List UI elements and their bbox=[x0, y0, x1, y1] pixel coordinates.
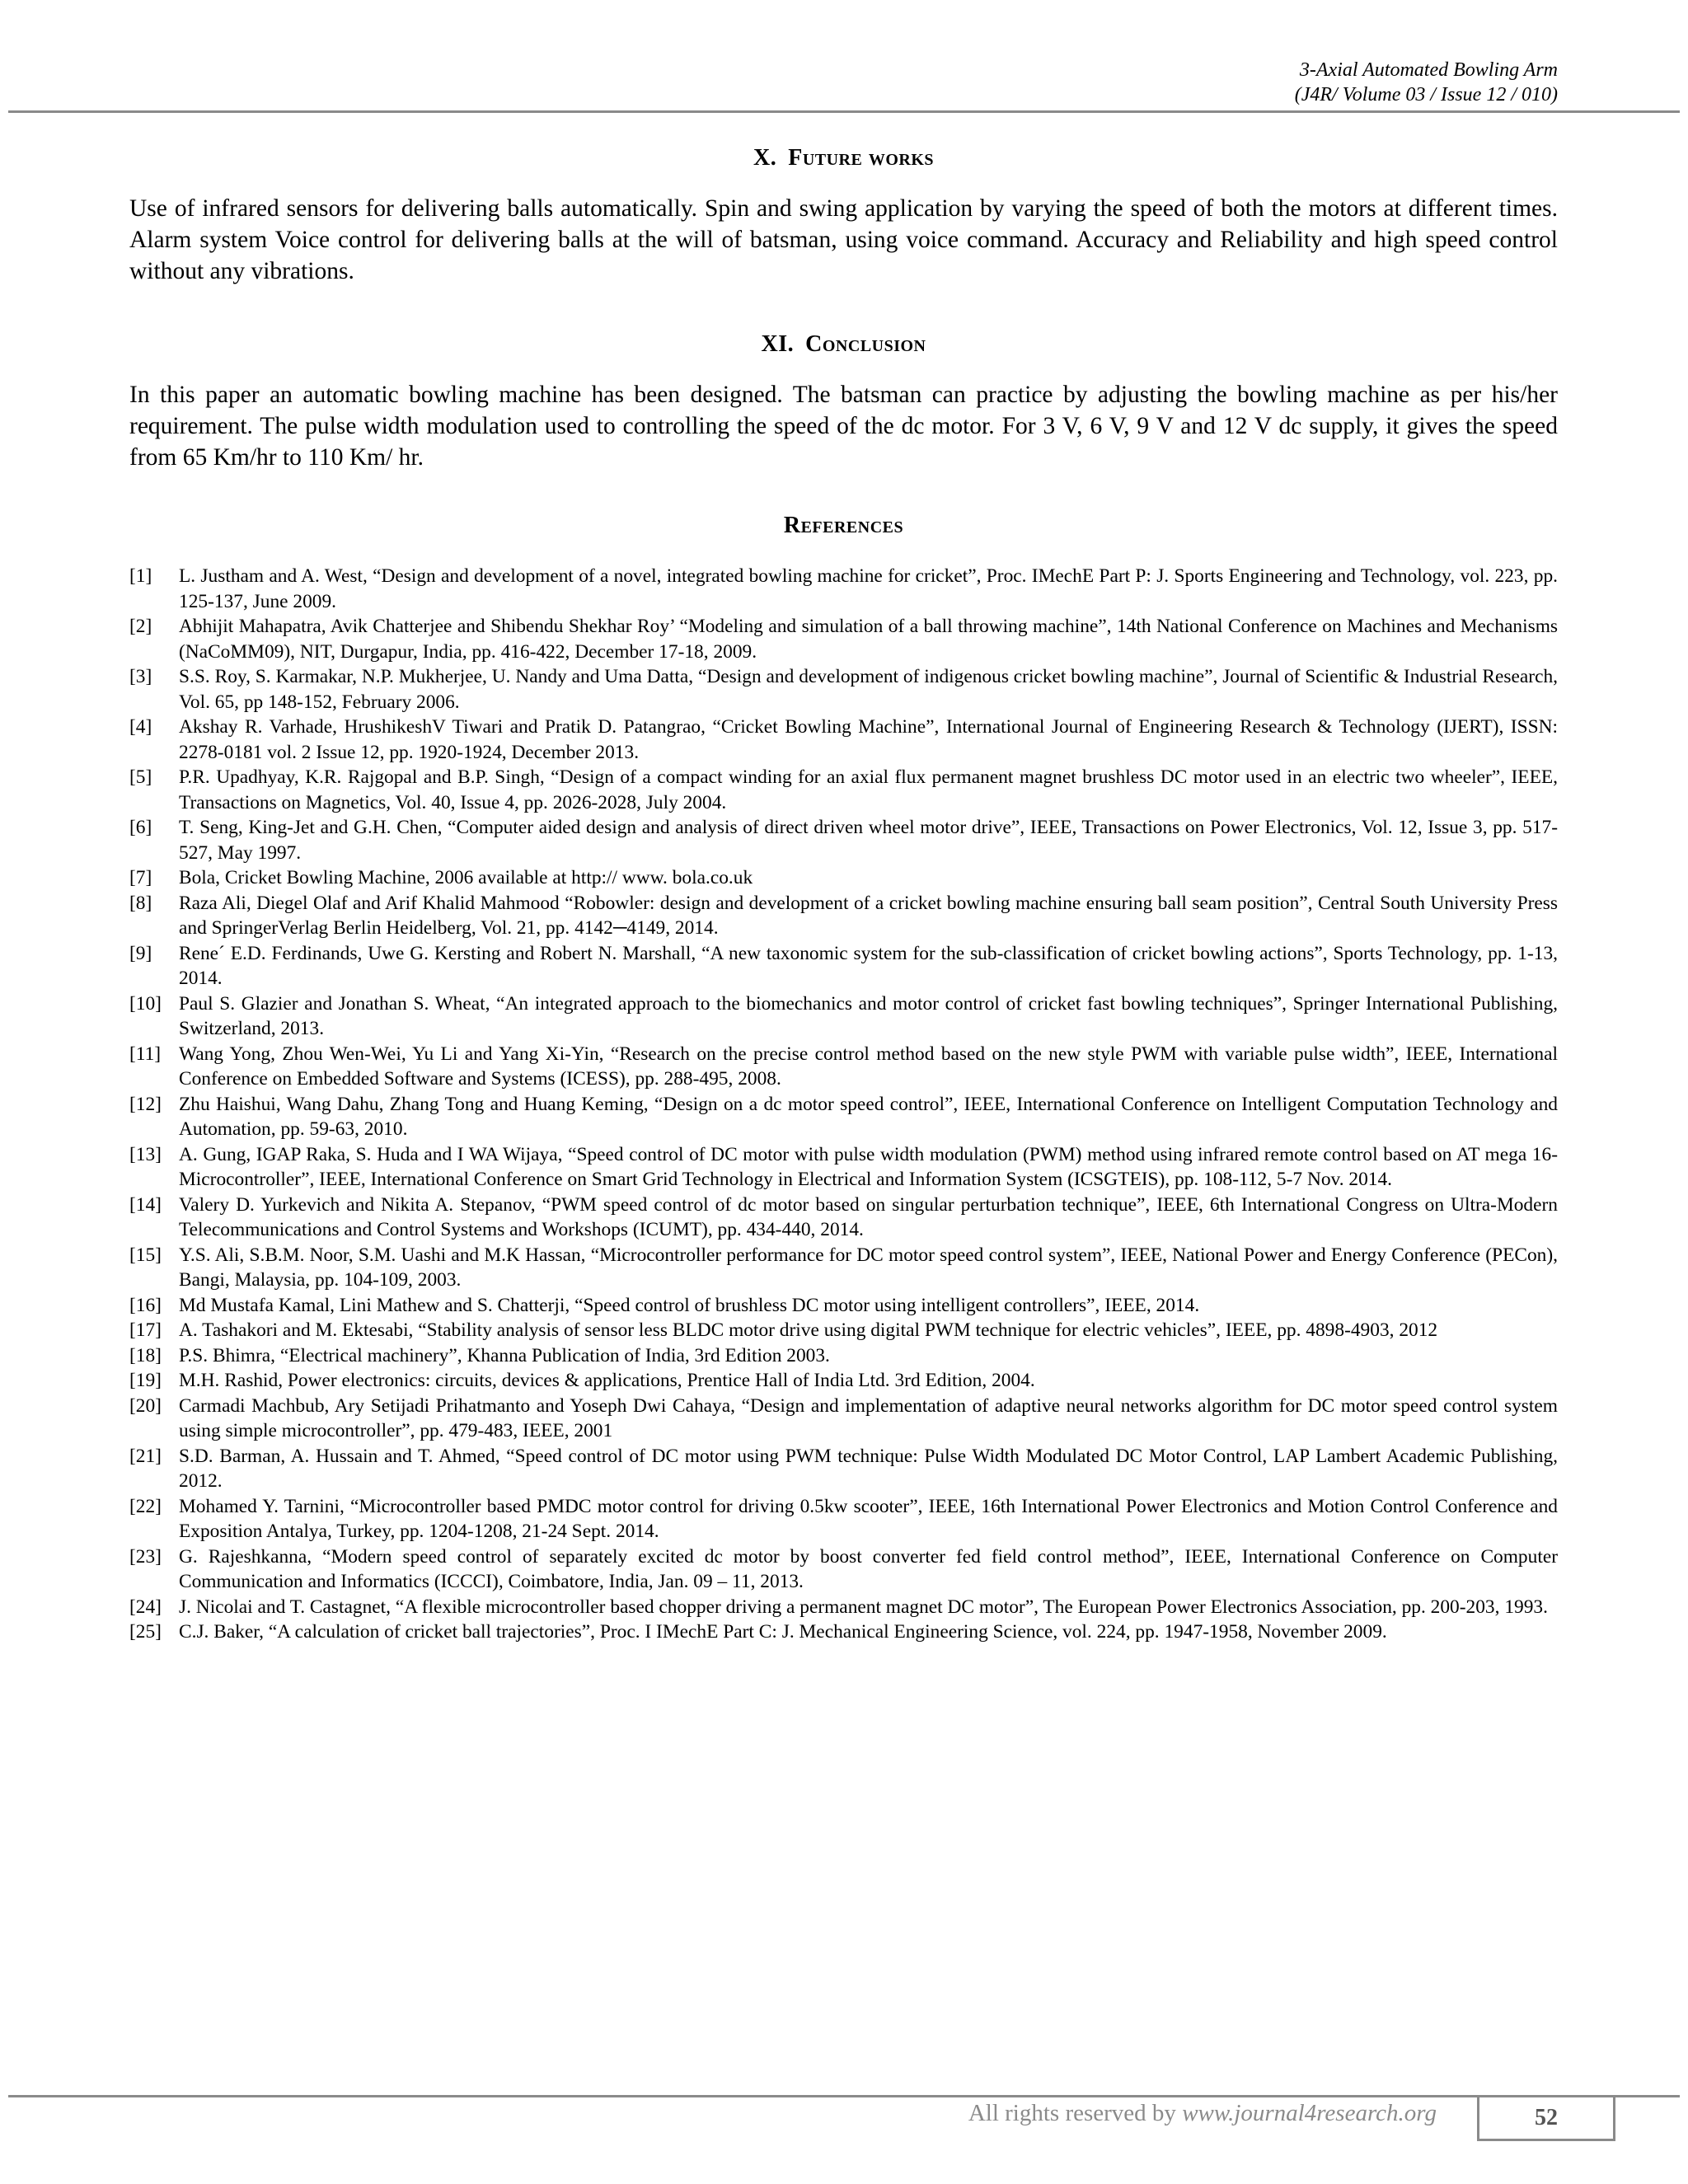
page-body bbox=[129, 142, 1558, 1645]
reference-item bbox=[129, 1595, 1558, 1620]
reference-item bbox=[129, 865, 1558, 891]
reference-number: [7] bbox=[129, 867, 152, 888]
reference-text: P.S. Bhimra, “Electrical machinery”, Khanna Publication of India, 3rd Edition 2003. bbox=[179, 1344, 830, 1366]
footer-rights-text: All rights reserved by bbox=[968, 2100, 1176, 2126]
reference-number: [20] bbox=[129, 1394, 162, 1417]
reference-text: Wang Yong, Zhou Wen-Wei, Yu Li and Yang Xi-Yin, “Research on the precise control method based on the new style PWM with variable pulse width”, IEEE, International Conference on Embedded Software and Systems (ICESS), pp. 288-495, 2008. bbox=[179, 1043, 1558, 1090]
reference-text: M.H. Rashid, Power electronics: circuits, devices & applications, Prentice Hall of India Ltd. 3rd Edition, 2004. bbox=[179, 1370, 1035, 1391]
section-heading-conclusion bbox=[129, 328, 1558, 361]
reference-item bbox=[129, 715, 1558, 765]
reference-number: [21] bbox=[129, 1445, 162, 1467]
reference-item bbox=[129, 1293, 1558, 1319]
reference-text: T. Seng, King-Jet and G.H. Chen, “Computer aided design and analysis of direct driven wheel motor drive”, IEEE, Transactions on Power Electronics, Vol. 12, Issue 3, pp. 517-527, May 1997. bbox=[179, 817, 1558, 864]
reference-number: [16] bbox=[129, 1294, 162, 1316]
reference-item bbox=[129, 1193, 1558, 1243]
reference-number: [1] bbox=[129, 565, 152, 587]
reference-item bbox=[129, 991, 1558, 1042]
reference-item bbox=[129, 1444, 1558, 1494]
reference-number: [9] bbox=[129, 942, 152, 964]
reference-item bbox=[129, 891, 1558, 941]
reference-item bbox=[129, 1544, 1558, 1595]
reference-number: [4] bbox=[129, 716, 152, 738]
reference-item bbox=[129, 1494, 1558, 1544]
reference-number: [15] bbox=[129, 1244, 162, 1266]
reference-item bbox=[129, 1142, 1558, 1193]
reference-number: [8] bbox=[129, 892, 152, 914]
references-heading: References bbox=[783, 513, 904, 538]
reference-number: [2] bbox=[129, 616, 152, 637]
section-number: X. bbox=[753, 145, 777, 171]
reference-text: S.S. Roy, S. Karmakar, N.P. Mukherjee, U. Nandy and Uma Datta, “Design and development of indigenous cricket bowling machine”, Journal of Scientific & Industrial Research, Vol. 65, pp 148-152, February 2006. bbox=[179, 666, 1558, 713]
header-issue: (J4R/ Volume 03 / Issue 12 / 010) bbox=[1294, 84, 1558, 105]
reference-text: G. Rajeshkanna, “Modern speed control of separately excited dc motor by boost converter fed field control method”, IEEE, International Conference on Computer Communication and Informatics (ICCCI), Coimbatore, India, Jan. 09 – 11, 2013. bbox=[179, 1545, 1558, 1592]
header-title: 3-Axial Automated Bowling Arm bbox=[1299, 59, 1558, 81]
reference-item bbox=[129, 1343, 1558, 1369]
reference-text: Bola, Cricket Bowling Machine, 2006 available at http:// www. bola.co.uk bbox=[179, 867, 753, 888]
reference-number: [25] bbox=[129, 1621, 162, 1643]
page-number: 52 bbox=[1477, 2095, 1615, 2141]
reference-text: J. Nicolai and T. Castagnet, “A flexible microcontroller based chopper driving a permanent magnet DC motor”, The European Power Electronics Association, pp. 200-203, 1993. bbox=[179, 1596, 1548, 1618]
reference-text: S.D. Barman, A. Hussain and T. Ahmed, “Speed control of DC motor using PWM technique: Pulse Width Modulated DC Motor Control, LAP Lambert Academic Publishing, 2012. bbox=[179, 1445, 1558, 1492]
reference-text: Rene´ E.D. Ferdinands, Uwe G. Kersting and Robert N. Marshall, “A new taxonomic system for the sub-classification of cricket bowling actions”, Sports Technology, pp. 1-13, 2014. bbox=[179, 942, 1558, 989]
header-divider bbox=[8, 110, 1680, 113]
section-title: Future works bbox=[788, 145, 935, 171]
reference-number: [22] bbox=[129, 1495, 162, 1517]
future-works-paragraph: Use of infrared sensors for delivering balls automatically. Spin and swing application by varying the speed of both the motors at different times. Alarm system Voice control for delivering balls at the will of batsman, using voice command. Accuracy and Reliability and high speed control without any vibrations. bbox=[129, 195, 1558, 284]
reference-text: Y.S. Ali, S.B.M. Noor, S.M. Uashi and M.K Hassan, “Microcontroller performance for DC motor speed control system”, IEEE, National Power and Energy Conference (PECon), Bangi, Malaysia, pp. 104-109, 2003. bbox=[179, 1244, 1558, 1291]
reference-text: Akshay R. Varhade, HrushikeshV Tiwari and Pratik D. Patangrao, “Cricket Bowling Machine”, International Journal of Engineering Research & Technology (IJERT), ISSN: 2278-0181 vol. 2 Issue 12, pp. 1920-1924, December 2013. bbox=[179, 716, 1558, 763]
reference-number: [12] bbox=[129, 1093, 162, 1115]
reference-text: Carmadi Machbub, Ary Setijadi Prihatmanto and Yoseph Dwi Cahaya, “Design and implementation of adaptive neural networks algorithm for DC motor speed control system using simple microcontroller”, pp. 479-483, IEEE, 2001 bbox=[179, 1394, 1558, 1441]
reference-item bbox=[129, 941, 1558, 991]
reference-number: [19] bbox=[129, 1370, 162, 1391]
section-heading-future-works bbox=[129, 142, 1558, 175]
reference-item bbox=[129, 1243, 1558, 1293]
reference-text: C.J. Baker, “A calculation of cricket ball trajectories”, Proc. I IMechE Part C: J. Mechanical Engineering Science, vol. 224, pp. 1947-1958, November 2009. bbox=[179, 1621, 1387, 1643]
reference-number: [10] bbox=[129, 992, 162, 1015]
reference-item bbox=[129, 1092, 1558, 1142]
conclusion-paragraph: In this paper an automatic bowling machine has been designed. The batsman can practice by adjusting the bowling machine as per his/her requirement. The pulse width modulation used to controlling the speed of the dc motor. For 3 V, 6 V, 9 V and 12 V dc supply, it gives the speed from 65 Km/hr to 110 Km/ hr. bbox=[129, 382, 1558, 471]
reference-number: [24] bbox=[129, 1596, 162, 1618]
reference-number: [17] bbox=[129, 1319, 162, 1341]
reference-number: [6] bbox=[129, 817, 152, 838]
reference-text: L. Justham and A. West, “Design and development of a novel, integrated bowling machine for cricket”, Proc. IMechE Part P: J. Sports Engineering and Technology, vol. 223, pp. 125-137, June 2009. bbox=[179, 565, 1558, 612]
section-title: Conclusion bbox=[805, 331, 926, 357]
reference-number: [18] bbox=[129, 1344, 162, 1366]
reference-text: Raza Ali, Diegel Olaf and Arif Khalid Mahmood “Robowler: design and development of a cricket bowling machine ensuring ball seam position”, Central South University Press and SpringerVerlag Berlin Heidelberg, Vol. 21, pp. 4142─4149, 2014. bbox=[179, 892, 1558, 939]
reference-item bbox=[129, 1042, 1558, 1092]
reference-text: Abhijit Mahapatra, Avik Chatterjee and Shibendu Shekhar Roy’ “Modeling and simulation of a ball throwing machine”, 14th National Conference on Machines and Mechanisms (NaCoMM09), NIT, Durgapur, India, pp. 416-422, December 17-18, 2009. bbox=[179, 616, 1558, 663]
footer-divider bbox=[8, 2095, 1680, 2097]
reference-number: [3] bbox=[129, 666, 152, 687]
reference-text: A. Tashakori and M. Ektesabi, “Stability analysis of sensor less BLDC motor drive using digital PWM technique for electric vehicles”, IEEE, pp. 4898-4903, 2012 bbox=[179, 1319, 1438, 1341]
reference-number: [13] bbox=[129, 1143, 162, 1165]
reference-item bbox=[129, 564, 1558, 614]
reference-text: Md Mustafa Kamal, Lini Mathew and S. Chatterji, “Speed control of brushless DC motor using intelligent controllers”, IEEE, 2014. bbox=[179, 1294, 1200, 1316]
reference-text: Paul S. Glazier and Jonathan S. Wheat, “An integrated approach to the biomechanics and motor control of cricket fast bowling techniques”, Springer International Publishing, Switzerland, 2013. bbox=[179, 992, 1558, 1039]
section-number: XI. bbox=[761, 331, 795, 357]
reference-number: [23] bbox=[129, 1545, 162, 1568]
reference-item bbox=[129, 1318, 1558, 1343]
reference-text: Mohamed Y. Tarnini, “Microcontroller based PMDC motor control for driving 0.5kw scooter”, IEEE, 16th International Power Electronics and Motion Control Conference and Exposition Antalya, Turkey, pp. 1204-1208, 21-24 Sept. 2014. bbox=[179, 1495, 1558, 1542]
reference-text: P.R. Upadhyay, K.R. Rajgopal and B.P. Singh, “Design of a compact winding for an axial flux permanent magnet brushless DC motor used in an electric two wheeler”, IEEE, Transactions on Magnetics, Vol. 40, Issue 4, pp. 2026-2028, July 2004. bbox=[179, 766, 1558, 813]
reference-number: [5] bbox=[129, 766, 152, 788]
reference-number: [11] bbox=[129, 1043, 162, 1065]
running-header bbox=[1295, 58, 1558, 107]
reference-item bbox=[129, 1368, 1558, 1394]
reference-list bbox=[129, 564, 1558, 1645]
reference-item bbox=[129, 1619, 1558, 1645]
footer-site-link[interactable]: www.journal4research.org bbox=[1182, 2100, 1437, 2126]
reference-item bbox=[129, 815, 1558, 865]
footer-copyright bbox=[968, 2100, 1437, 2127]
reference-item bbox=[129, 614, 1558, 664]
reference-text: Valery D. Yurkevich and Nikita A. Stepanov, “PWM speed control of dc motor based on singular perturbation technique”, IEEE, 6th International Congress on Ultra-Modern Telecommunications and Control Systems and Workshops (ICUMT), pp. 434-440, 2014. bbox=[179, 1193, 1558, 1240]
reference-item bbox=[129, 765, 1558, 815]
reference-number: [14] bbox=[129, 1193, 162, 1216]
reference-text: Zhu Haishui, Wang Dahu, Zhang Tong and Huang Keming, “Design on a dc motor speed control”, IEEE, International Conference on Intelligent Computation Technology and Automation, pp. 59-63, 2010. bbox=[179, 1093, 1558, 1140]
reference-item bbox=[129, 664, 1558, 715]
reference-item bbox=[129, 1394, 1558, 1444]
reference-text: A. Gung, IGAP Raka, S. Huda and I WA Wijaya, “Speed control of DC motor with pulse width modulation (PWM) method using infrared remote control based on AT mega 16-Microcontroller”, IEEE, International Conference on Smart Grid Technology in Electrical and Information System (ICSGTEIS), pp. 108-112, 5-7 Nov. 2014. bbox=[179, 1143, 1558, 1190]
